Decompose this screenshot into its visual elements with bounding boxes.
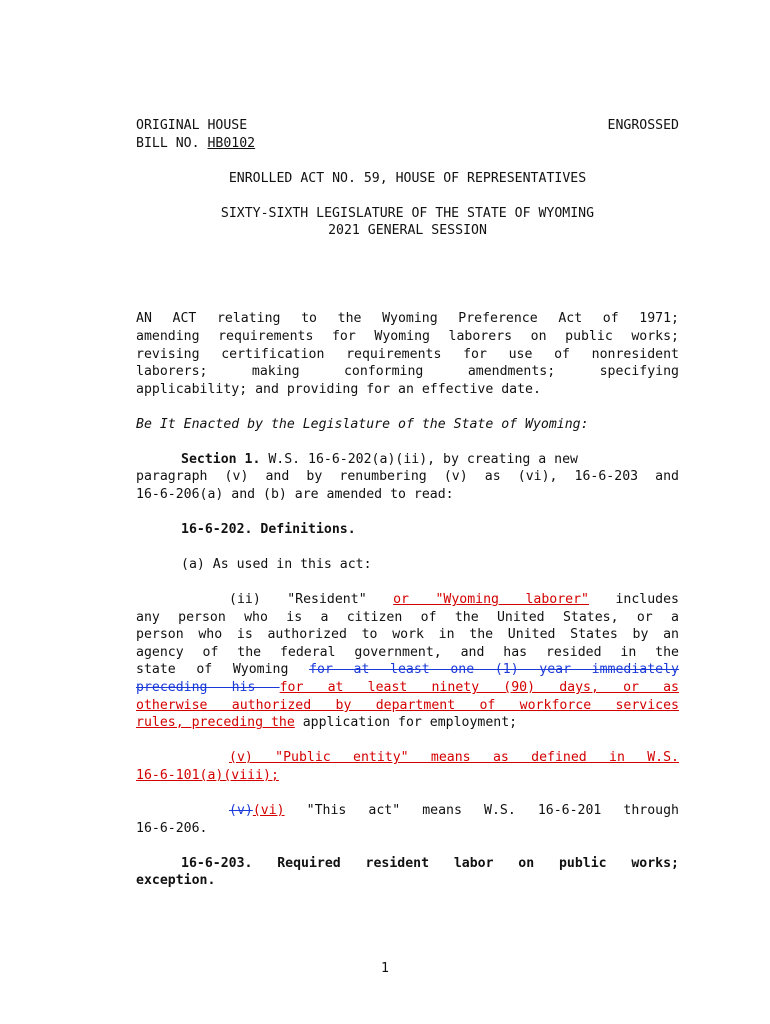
para-ii-line-8 [136, 714, 679, 732]
section-202-heading: 16-6-202. Definitions. [181, 522, 356, 537]
page-number: 1 [381, 961, 389, 976]
bill-number: HB0102 [207, 136, 256, 151]
bill-no-label: BILL NO. [136, 136, 200, 151]
para-ii-label: (ii) "Resident" [229, 592, 394, 607]
inserted-text: for at least ninety (90) days, or as [279, 680, 680, 695]
inserted-text: 16-6-101(a)(viii); [136, 768, 279, 783]
header-line-1 [136, 117, 679, 135]
bill-number-line [136, 135, 679, 153]
para-ii-text: state of Wyoming [136, 662, 310, 677]
title-line-4: laborers; making conforming amendments; specifying [136, 364, 679, 379]
para-ii-text: includes [588, 592, 679, 607]
deleted-text: for at least one (1) year immediately [309, 662, 679, 677]
section-1-text: W.S. 16-6-202(a)(ii), by creating a new [260, 452, 578, 467]
para-ii-text: application for employment; [294, 715, 518, 730]
section-203-heading-line-2: exception. [136, 873, 216, 888]
para-ii-line-1 [136, 591, 679, 609]
para-vi-line-1 [136, 802, 679, 820]
section-1-line-1 [136, 451, 679, 469]
para-ii-line-5 [136, 661, 679, 679]
title-line-1: AN ACT relating to the Wyoming Preference Act of 1971; [136, 311, 679, 326]
section-1-line-3: 16-6-206(a) and (b) are amended to read: [136, 487, 454, 502]
para-v-line-2 [136, 767, 679, 785]
enacting-clause: Be It Enacted by the Legislature of the State of Wyoming: [136, 417, 589, 432]
para-v-line-1 [136, 749, 679, 767]
subsection-a: (a) As used in this act: [181, 557, 372, 572]
session-line: 2021 GENERAL SESSION [328, 223, 487, 238]
para-vi-line-2: 16-6-206. [136, 821, 208, 836]
title-line-3: revising certification requirements for use of nonresident [136, 347, 679, 362]
inserted-text: rules, preceding the [136, 715, 295, 730]
inserted-text: otherwise authorized by department of workforce services [136, 698, 679, 713]
deleted-text: preceding his [136, 680, 280, 695]
para-ii-line-4: agency of the federal government, and has resided in the [136, 645, 679, 660]
section-203-heading-line-1: 16-6-203. Required resident labor on public works; [181, 856, 679, 871]
inserted-text: (v) "Public entity" means as defined in W.S. [229, 750, 679, 765]
para-ii-line-2: any person who is a citizen of the United States, or a [136, 610, 679, 625]
title-line-2: amending requirements for Wyoming laborers on public works; [136, 329, 679, 344]
section-1-label: Section 1. [181, 452, 261, 467]
para-vi-text: "This act" means W.S. 16-6-201 through [284, 803, 679, 818]
deleted-text: (v) [229, 803, 253, 818]
inserted-text: or "Wyoming laborer" [393, 592, 589, 607]
inserted-text: (vi) [252, 803, 285, 818]
engrossed-label: ENGROSSED [607, 118, 679, 133]
section-1-line-2: paragraph (v) and by renumbering (v) as (vi), 16-6-203 and [136, 469, 679, 484]
para-ii-line-3: person who is authorized to work in the United States by an [136, 627, 679, 642]
enrolled-act-line: ENROLLED ACT NO. 59, HOUSE OF REPRESENTATIVES [228, 171, 587, 186]
para-ii-line-6 [136, 679, 679, 697]
legislature-line: SIXTY-SIXTH LEGISLATURE OF THE STATE OF WYOMING [220, 206, 595, 221]
para-ii-line-7 [136, 697, 679, 715]
original-house-label: ORIGINAL HOUSE [136, 118, 248, 133]
title-line-5: applicability; and providing for an effective date. [136, 382, 541, 397]
